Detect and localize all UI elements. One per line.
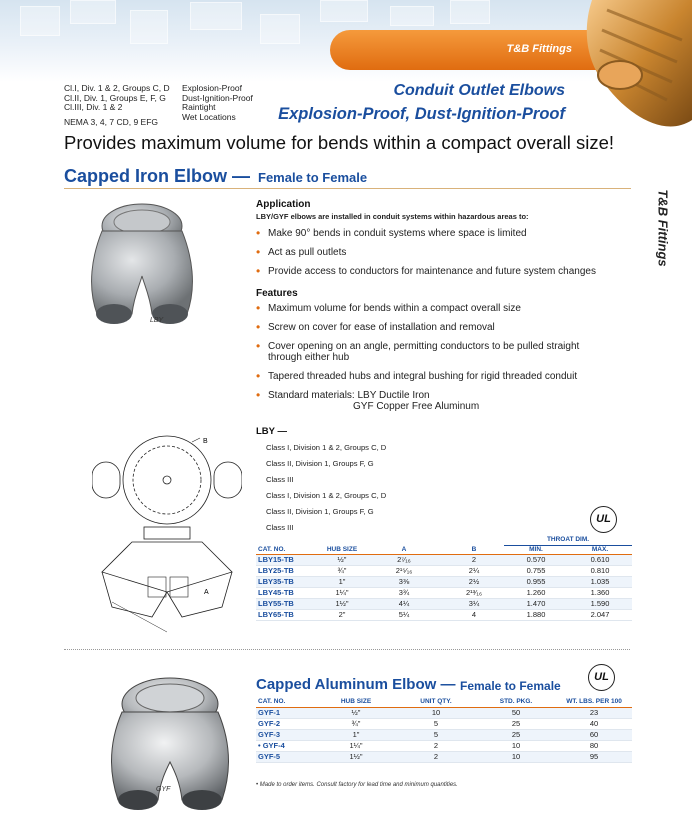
table-cell: 5	[396, 718, 476, 729]
section-separator	[64, 649, 630, 650]
table-cell: ½"	[320, 555, 364, 566]
section-subtitle-aluminum: Female to Female	[460, 679, 561, 693]
column-header: MIN.	[504, 545, 568, 555]
table-cell: 1.260	[504, 588, 568, 599]
table-row	[256, 588, 632, 599]
table-cell: 5	[396, 729, 476, 740]
features-list	[256, 303, 636, 420]
application-intro: LBY/GYF elbows are installed in conduit systems within hazardous areas to:	[256, 212, 529, 221]
table-cell: 2	[444, 555, 504, 566]
table-cell: 2"	[320, 610, 364, 621]
table-cell: 80	[556, 740, 632, 751]
table-cell: ½"	[316, 707, 396, 718]
rating-line: Dust-Ignition-Proof	[182, 92, 253, 103]
table-row	[256, 577, 632, 588]
ul-listed-icon: UL	[590, 506, 617, 533]
section-title-iron: Capped Iron Elbow —	[64, 166, 251, 186]
table-cell: LBY25-TB	[256, 566, 320, 577]
ratings-list	[182, 84, 253, 122]
section-subtitle-iron: Female to Female	[258, 170, 368, 185]
table-row	[256, 566, 632, 577]
table-row	[256, 718, 632, 729]
column-header: MAX.	[568, 545, 632, 555]
lby-classification-heading: LBY —	[256, 426, 287, 437]
table-cell: 0.810	[568, 566, 632, 577]
table-cell: 10	[476, 751, 556, 762]
table-cell: 4	[444, 610, 504, 621]
table-cell: 0.610	[568, 555, 632, 566]
list-item: • Make 90° bends in conduit systems where space is limited	[256, 228, 636, 239]
gyf-spec-table	[256, 698, 632, 763]
rating-line: Raintight	[182, 102, 216, 113]
table-cell: LBY55-TB	[256, 599, 320, 610]
table-cell: • GYF-4	[256, 740, 316, 751]
table-cell: 3¼	[444, 599, 504, 610]
table-cell: GYF-2	[256, 718, 316, 729]
table-cell: 10	[396, 707, 476, 718]
table-row	[256, 729, 632, 740]
list-item	[256, 390, 636, 412]
table-row	[256, 599, 632, 610]
table-group-header: THROAT DIM.	[504, 536, 632, 545]
table-cell: 25	[476, 718, 556, 729]
table-cell: GYF-1	[256, 707, 316, 718]
table-row	[256, 555, 632, 566]
table-cell: 5¼	[364, 610, 444, 621]
page-subtitle: Explosion-Proof, Dust-Ignition-Proof	[278, 105, 565, 123]
cert-line: Cl.II, Div. 1, Groups E, F, G	[64, 92, 166, 103]
ul-listed-icon: UL	[588, 664, 615, 691]
materials-line: Standard materials: LBY Ductile Iron	[268, 390, 430, 401]
table-cell: 2.047	[568, 610, 632, 621]
table-cell: 1¼"	[316, 740, 396, 751]
application-list	[256, 228, 636, 285]
cert-line: Cl.I, Div. 1 & 2, Groups C, D	[64, 83, 170, 93]
drawing-label-b: B	[203, 438, 208, 445]
table-cell: 1¼"	[320, 588, 364, 599]
certifications-list	[64, 84, 170, 113]
rating-line: Wet Locations	[182, 111, 236, 122]
section-divider	[64, 188, 631, 189]
side-tab-label: T&B Fittings	[655, 189, 671, 267]
table-cell: 23	[556, 707, 632, 718]
lby-spec-table	[256, 536, 632, 621]
table-cell: 0.755	[504, 566, 568, 577]
column-header: B	[444, 545, 504, 555]
image-caption-lby: LBY	[150, 317, 164, 324]
table-cell: 2	[396, 751, 476, 762]
section-title-aluminum: Capped Aluminum Elbow —	[256, 676, 456, 693]
table-cell: 2¹⁵⁄₁₆	[364, 566, 444, 577]
list-item: • Cover opening on an angle, permitting conductors to be pulled straight through either hub	[256, 341, 606, 363]
table-cell: 1.470	[504, 599, 568, 610]
table-row	[256, 751, 632, 762]
column-header: WT. LBS. PER 100	[556, 698, 632, 707]
column-header: CAT. NO.	[256, 545, 320, 555]
column-header: CAT. NO.	[256, 698, 316, 707]
table-cell: LBY65-TB	[256, 610, 320, 621]
table-cell: 1.035	[568, 577, 632, 588]
column-header: HUB SIZE	[316, 698, 396, 707]
drawing-label-a: A	[204, 589, 209, 596]
table-cell: 1"	[316, 729, 396, 740]
rating-line: Explosion-Proof	[182, 83, 243, 93]
list-item: • Maximum volume for bends within a compact overall size	[256, 303, 636, 314]
class-line: Class III	[266, 523, 294, 532]
column-header: STD. PKG.	[476, 698, 556, 707]
table-cell: GYF-5	[256, 751, 316, 762]
table-cell: 2	[396, 740, 476, 751]
class-line: Class III	[266, 475, 294, 484]
class-line: Class II, Division 1, Groups F, G	[266, 507, 374, 516]
list-item: • Act as pull outlets	[256, 247, 636, 258]
page-title: Conduit Outlet Elbows	[393, 82, 565, 99]
tagline: Provides maximum volume for bends within a compact overall size!	[64, 132, 615, 153]
lby-classification-list	[266, 440, 386, 536]
table-cell: 1½"	[320, 599, 364, 610]
list-item: • Screw on cover for ease of installation and removal	[256, 322, 636, 333]
table-cell: 10	[476, 740, 556, 751]
table-cell: 2½	[444, 577, 504, 588]
table-row	[256, 707, 632, 718]
list-item: • Tapered threaded hubs and integral bushing for rigid threaded conduit	[256, 371, 636, 382]
table-cell: 0.570	[504, 555, 568, 566]
table-cell: 25	[476, 729, 556, 740]
column-header: A	[364, 545, 444, 555]
side-tab	[648, 178, 678, 278]
nema-rating: NEMA 3, 4, 7 CD, 9 EFG	[64, 117, 159, 127]
table-cell: ¾"	[316, 718, 396, 729]
image-caption-gyf: GYF	[156, 786, 171, 793]
materials-line: GYF Copper Free Aluminum	[353, 401, 480, 412]
table-cell: LBY45-TB	[256, 588, 320, 599]
table-cell: 1.360	[568, 588, 632, 599]
cert-line: Cl.III, Div. 1 & 2	[64, 102, 123, 113]
table-cell: LBY35-TB	[256, 577, 320, 588]
table-cell: 95	[556, 751, 632, 762]
table-cell: 60	[556, 729, 632, 740]
table-cell: 1.590	[568, 599, 632, 610]
brand-banner-label: T&B Fittings	[506, 43, 572, 55]
table-cell: GYF-3	[256, 729, 316, 740]
column-header: UNIT QTY.	[396, 698, 476, 707]
class-line: Class I, Division 1 & 2, Groups C, D	[266, 443, 387, 452]
table-cell: 1½"	[316, 751, 396, 762]
table-cell: 2¹³⁄₁₆	[444, 588, 504, 599]
table-cell: 3⅜	[364, 577, 444, 588]
dimension-drawing	[92, 432, 242, 637]
table-row	[256, 740, 632, 751]
lby-elbow-image	[72, 196, 222, 331]
class-line: Class II, Division 1, Groups F, G	[266, 459, 374, 468]
table-cell: 50	[476, 707, 556, 718]
application-heading: Application	[256, 199, 311, 210]
table-cell: 4¼	[364, 599, 444, 610]
table-cell: ¾"	[320, 566, 364, 577]
table-cell: 40	[556, 718, 632, 729]
fitting-photo	[572, 0, 692, 150]
table-cell: 0.955	[504, 577, 568, 588]
table-cell: LBY15-TB	[256, 555, 320, 566]
table-row	[256, 610, 632, 621]
table-cell: 1"	[320, 577, 364, 588]
class-line: Class I, Division 1 & 2, Groups C, D	[266, 491, 387, 500]
column-header: HUB SIZE	[320, 545, 364, 555]
features-heading: Features	[256, 288, 298, 299]
table-cell: 2¼	[444, 566, 504, 577]
table-cell: 1.880	[504, 610, 568, 621]
footnote: • Made to order items. Consult factory for lead time and minimum quantities.	[256, 782, 458, 788]
table-cell: 2⁷⁄₁₆	[364, 555, 444, 566]
list-item: • Provide access to conductors for maintenance and future system changes	[256, 266, 636, 277]
table-cell: 3¾	[364, 588, 444, 599]
